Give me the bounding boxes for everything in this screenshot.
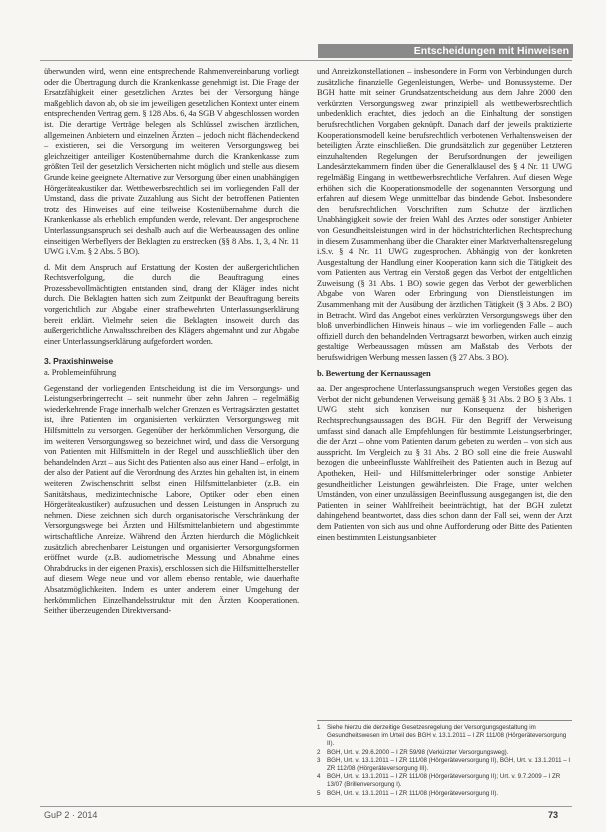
footnotes xyxy=(317,720,572,798)
footnote-item: 4 BGH, Urt. v. 13.1.2011 – I ZR 111/08 (Hörgeräteversorgung II); Urt. v. 9.7.2009 – I ZR 13/07 (Brillenversorgung I). xyxy=(317,773,561,789)
section-heading: 3. Praxishinweise xyxy=(44,356,114,367)
body-paragraph: Gegenstand der vorliegenden Entscheidung ist die im Versorgungs- und Leistungserbringerrecht – seit nunmehr über zehn Jahren – regelmäßig wiederkehrende Frage innerhalb welcher Grenzen es Vertragsärzten gestattet ist, ihre Patienten im organisierten verkürzten Versorgungsweg mit Hilfsmitteln zu versorgen. Gegenüber der herkömmlichen Versorgung, die im weiteren Versorgungsweg so bezeichnet wird, und dass die Versorgung von Patienten mit Hilfsmitteln in der Regel und ausschließlich über den behandelnden Arzt – aus Sicht des Patienten also aus einer Hand – erfolgt, in der also der Patient auf die Verordnung des Arztes hin gehalten ist, in einem weiteren Zwischenschritt selbst einen Hilfsmittelanbieter (z.B. ein Sanitätshaus, medizintechnische Labore, Optiker oder eben einen Hörgeräteakustiker) aufzusuchen und dessen Leistungen in Anspruch zu nehmen. Diese zeichnen sich durch organisatorische Verschränkung der Versorgungswege bei Ärzten und Hilfsmittelanbietern und abgestimmte wirtschaftliche Anreize. Während den Ärzten hierdurch die Möglichkeit zusätzlich abrechenbarer Leistungen und organisierter Versorgungsformen eröffnet wurde (z.B. audiometrische Messung und Abnahme eines Ohrabdrucks in der eigenen Praxis), erschlossen sich die Hilfsmittelhersteller auf diesem Wege neue und vor allem ebenso rentable, wie dauerhafte Absatzmöglichkeiten. Indem es unter anderem einer Umgehung der herkömmlichen Einzelhandelsstruktur mit den Ärzten Kooperationen. Seither überzeugenden Direktversand- xyxy=(44,382,299,616)
footnote-item: 2 BGH, Urt. v. 29.6.2000 – I ZR 59/98 (Verkürzter Versorgungsweg). xyxy=(317,748,509,756)
footnote-item: 5 BGH, Urt. v. 13.1.2011 – I ZR 111/08 (Hörgeräteversorgung II). xyxy=(317,789,499,797)
body-paragraph: überwunden wird, wenn eine entsprechende Rahmenvereinbarung vorliegt oder die Übertragung durch die Krankenkasse genehmigt ist. Die Frage der Ersatzfähigkeit einer gesetzlichen Arztes bei der Versorgung hänge maßgeblich davon ab, ob sie im jeweiligen gesetzlichen Kontext unter einem entsprechenden Vertrag gem. § 128 Abs. 6, 4a SGB V abgeschlossen worden ist. Die derartige Verträge belegen als Schlüssel zwischen ärztlichen, allgemeinen Anbietern und einzelnen Ärzten – jedoch nicht flächendeckend – existieren, sei die Versorgung im weiteren Versorgungsweg bei gleichzeitiger anteiliger Kostenübernahme durch die Krankenkasse zum größten Teil der gesetzlich Versicherten nicht möglich und stelle aus diesem Grunde keine geeignete Alternative zur Versorgung über einen unabhängigen Hörgeräteakustiker dar. Wettbewerbsrechtlich sei im vorliegenden Fall der Umstand, dass die private Zuzahlung aus Sicht der betroffenen Patienten trotz des Hinweises auf eine teilweise Kostenübernahme durch die Krankenkasse als erheblich empfunden werde, relevant. Der angesprochene Unterlassungsanspruch sei deshalb auch auf die Werbeaussagen des online einseitigen Werbeflyers der Beklagten zu erstrecken (§§ 8 Abs. 1, 3, 4 Nr. 11 UWG i.V.m. § 2 Abs. 5 BO). xyxy=(44,66,299,257)
footnote-item: 1 Siehe hierzu die derzeitige Gesetzesregelung der Versorgungsgestaltung im Gesundheitswesen im Urteil des BGH v. 13.1.2011 – I ZR 111/08 (Hörgeräteversorgung II). xyxy=(317,724,567,748)
page-number: 73 xyxy=(548,810,559,820)
header-divider xyxy=(40,60,572,61)
subsection-heading: b. Bewertung der Kernaussagen xyxy=(317,367,431,378)
body-paragraph: aa. Der angesprochene Unterlassungsanspruch wegen Verstoßes gegen das Verbot der nicht gebundenen Verweisung gemäß § 31 Abs. 2 BO § 3 Abs. 1 UWG steht sich konzisen nur Konsequenz der bisherigen Rechtsprechungsaussagen des BGH. Für den Begriff der Verweisung umfasst sind danach alle Empfehlungen für bestimmte Leistungserbringer, die der Arzt – ohne vom Patienten darum gebeten zu werden – von sich aus ausspricht. Im Vergleich zu § 31 Abs. 2 BO soll eine die freie Auswahl bezogen die unbeeinflusste Wahlfreiheit des Patienten auch in Bezug auf Apotheken, Heil- und Hilfsmittelerbringer oder sonstige Anbieter gesundheitlicher Leistungen gewährleisten. Die Frage, unter welchen Umständen, von einer unzulässigen Beeinflussung ausgegangen ist, die den Patienten in seiner Wahlfreiheit beeinträchtigt, hat der BGH zuletzt dahingehend beantwortet, dass dies schon dann der Fall sei, wenn der Arzt dem Patienten von sich aus und ohne Aufforderung oder Bitte des Patienten einen bestimmten Leistungsanbieter xyxy=(317,383,572,542)
subsection-heading: a. Problemeinführung xyxy=(44,367,117,378)
body-paragraph: und Anreizkonstellationen – insbesondere in Form von Verbindungen durch zusätzliche finanzielle Gegenleistungen, Werbe- und Bonussysteme. Der BGH hatte mit seiner Grundsatzentscheidung aus dem Jahre 2000 den verkürzten Versorgungsweg zwar prinzipiell als wettbewerbsrechtlich unbedenklich erachtet, dies jedoch an die Einhaltung der sonstigen berufsrechtlichen Vorgaben geknüpft. Danach darf der jeweils praktizierte Kooperationsmodell keine berufsrechtlich verbotenen Verhaltensweisen der beteiligten Ärzte einschließen. Die grundsätzlich zur gegenüber Letzteren einzuhaltenden Regelungen der Berufsordnungen der jeweiligen Landesärztekammern finden über die Generalklausel des § 4 Nr. 11 UWG regelmäßig Eingang in wettbewerbsrechtliche Verfahren. Auf diesen Wege erhöhen sich die Kooperationsmodelle der sogenannten Versorgung und erfahren auf diesem Wege unmittelbar das bindende Gebot. Insbesondere den berufsrechtlichen Vorschriften zum Schutze der ärztlichen Unabhängigkeit sowie der freien Wahl des Arztes oder sonstiger Anbieter von Gesundheitsleistungen wird in der höchstrichterlichen Rechtsprechung in diesem Zusammenhang über die Charakter einer Marktverhaltensregelung i.S.v. § 4 Nr. 11 UWG zugesprochen. Abhängig von der konkreten Ausgestaltung der Handlung einer Kooperation kann sich die Tätigkeit des vom Patienten aus Vertrag ein Verstoß gegen das Verbot der entgeltlichen Zuweisung (§ 31 Abs. 1 BO) sowie gegen das Verbot der gewerblichen Abgabe von Waren oder Erbringung von Dienstleistungen im Zusammenhang mit der Ausübung der ärztlichen Tätigkeit (§ 3 Abs. 2 BO) in Betracht. Wird das Angebot eines verkürzten Versorgungswegs über den bloß unverbindlichen Hinweis hinaus – wie im vorliegenden Falle – auch offiziell durch den behandelnden Vertragsarzt beworben, wirken auch einzig gestaltige Werbeaussagen müssen am Maßstab des Verbots der berufswidrigen Werbung messen lassen (§ 27 Abs. 3 BO). xyxy=(317,66,572,363)
footnote-item: 3 BGH, Urt. v. 13.1.2011 – I ZR 111/08 (Hörgeräteversorgung II), BGH, Urt. v. 13.1.2011 – I ZR 112/08 (Hörgeräteversorgung III). xyxy=(317,756,571,773)
journal-reference: GuP 2 · 2014 xyxy=(44,810,98,820)
footer-divider xyxy=(40,806,572,807)
section-header: Entscheidungen mit Hinweisen xyxy=(318,44,573,58)
right-column xyxy=(317,66,572,542)
body-paragraph: d. Mit dem Anspruch auf Erstattung der Kosten der außergerichtlichen Rechtsverfolgung, die durch die Beauftragung eines Prozessbevollmächtigten entstanden sind, drang der Kläger indes nicht durch. Die Beklagten hatten sich zum Zeitpunkt der Beauftragung bereits vorgerichtlich zur Abgabe einer strafbewehrten Unterlassungserklärung bereit erklärt. Vielmehr seien die Beklagten insoweit durch das außergerichtliche Anwaltsschreiben des Klägers abgemahnt und zur Abgabe einer Unterlassungserklärung aufgefordert worden. xyxy=(44,261,299,346)
left-column xyxy=(44,66,299,616)
